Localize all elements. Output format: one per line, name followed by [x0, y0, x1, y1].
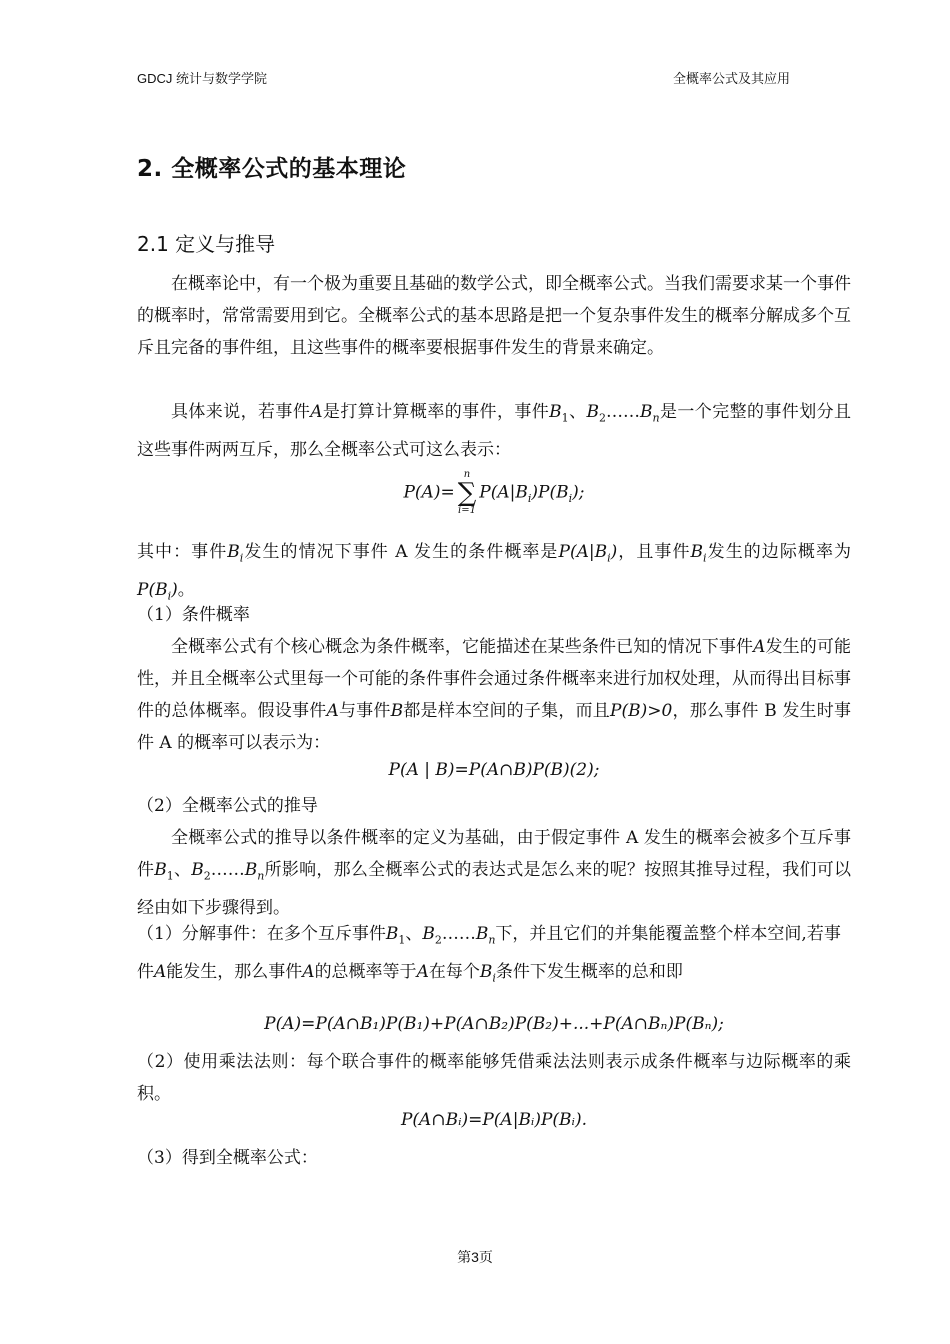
paragraph-specific: 具体来说，若事件A是打算计算概率的事件，事件$B_1$、$B_2\dots\dots B_n$是一个完整的事件划分且这些事件两两互斥，那么全概率公式可这么表示：: [137, 402, 852, 461]
paragraph-derivation: 全概率公式的推导以条件概率的定义为基础，由于假定事件 A 发生的概率会被多个互斥事件$B_1$、$B_2\dots\dots B_n$所影响，那么全概率公式的表达式是怎么来的呢？按照其推导过程，我们可以经由如下步骤得到。: [137, 828, 852, 919]
section-title: 2. 全概率公式的基本理论: [137, 156, 407, 182]
step-2: （2）使用乘法法则：每个联合事件的概率能够凭借乘法法则表示成条件概率与边际概率的乘积。: [137, 1052, 851, 1104]
equation-total-probability: P(A)= n ∑ i=1 $P(A|B_i)P(B_i)$;: [403, 469, 585, 516]
paragraph-where: 其中：事件$B_i$发生的情况下事件 A 发生的条件概率是$P(A|B_i)$，且事件$B_i$发生的边际概率为$P(B_i)$。: [137, 542, 852, 603]
item-derivation-title: （2）全概率公式的推导: [137, 796, 318, 816]
equation-decomposition: P(A)=P(A∩B₁)P(B₁)+P(A∩B₂)P(B₂)+...+P(A∩Bₙ)P(Bₙ);: [264, 1014, 724, 1034]
summation: n ∑ i=1: [457, 469, 477, 516]
step-3: （3）得到全概率公式：: [137, 1148, 318, 1168]
equation-conditional: P(A | B)=P(A∩B)P(B)(2);: [388, 760, 600, 780]
step-1: （1）分解事件：在多个互斥事件$B_1$、$B_2\dots\dots B_n$下，并且它们的并集能覆盖整个样本空间,若事件A能发生，那么事件A的总概率等于A在每个$B_i$条件下发生概率的总和即: [137, 924, 841, 985]
paragraph-conditional: 全概率公式有个核心概念为条件概率，它能描述在某些条件已知的情况下事件A发生的可能性，并且全概率公式里每一个可能的条件事件会通过条件概率来进行加权处理，从而得出目标事件的总体概率。假设事件A与事件B都是样本空间的子集，而且P(B)>0，那么事件 B 发生时事件 A 的概率可以表示为：: [137, 637, 852, 753]
subsection-title: 2.1 定义与推导: [137, 232, 276, 256]
header-left: GDCJ 统计与数学学院: [137, 71, 268, 86]
equation-multiplication: P(A∩Bᵢ)=P(A|Bᵢ)P(Bᵢ).: [400, 1110, 588, 1130]
item-conditional-probability-title: （1）条件概率: [137, 605, 250, 625]
paragraph-intro: 在概率论中，有一个极为重要且基础的数学公式，即全概率公式。当我们需要求某一个事件的概率时，常常需要用到它。全概率公式的基本思路是把一个复杂事件发生的概率分解成多个互斥且完备的事件组，且这些事件的概率要根据事件发生的背景来确定。: [137, 274, 851, 358]
page-number: 第3页: [457, 1249, 493, 1265]
header-right: 全概率公式及其应用: [672, 71, 790, 86]
